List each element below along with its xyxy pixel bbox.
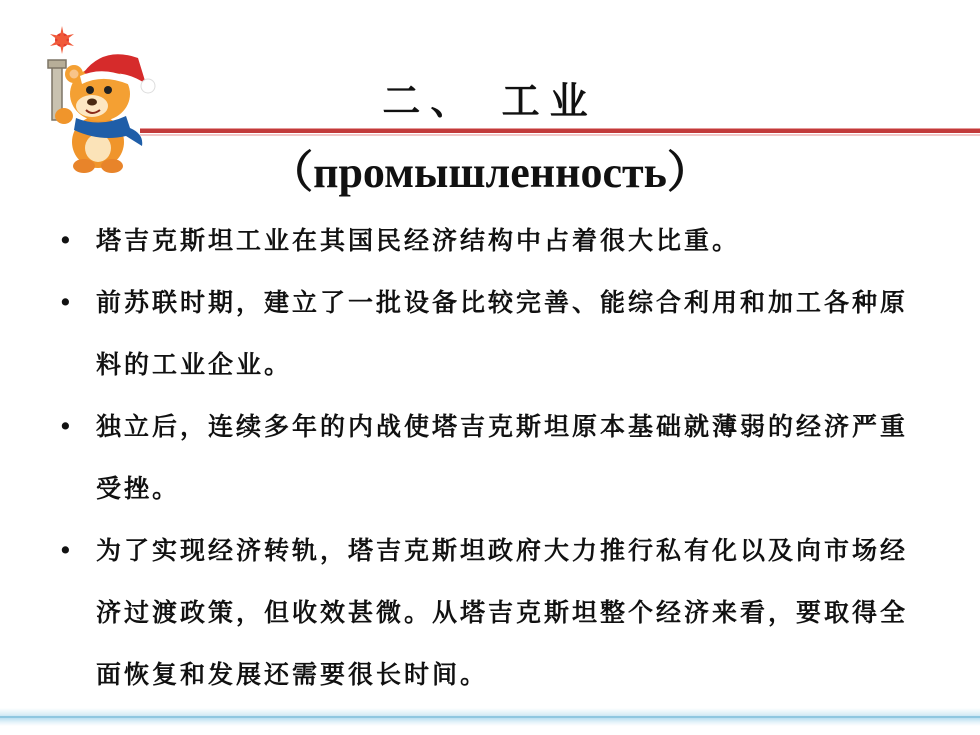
bullet-item: • 独立后，连续多年的内战使塔吉克斯坦原本基础就薄弱的经济严重受挫。 [56, 396, 928, 520]
spark-icon [50, 26, 74, 54]
bullet-item: • 塔吉克斯坦工业在其国民经济结构中占着很大比重。 [56, 210, 928, 272]
bullet-item: • 前苏联时期，建立了一批设备比较完善、能综合利用和加工各种原料的工业企业。 [56, 272, 928, 396]
bullet-item: • 为了实现经济转轨，塔吉克斯坦政府大力推行私有化以及向市场经济过渡政策，但收效甚微。从塔吉克斯坦整个经济来看，要取得全面恢复和发展还需要很长时间。 [56, 520, 928, 706]
footer-rule [0, 716, 980, 718]
header-rule [140, 128, 980, 133]
bullet-list [56, 210, 928, 706]
slide-title: 二、 工业 [382, 79, 598, 123]
slide-subtitle: （промышленность） [269, 148, 711, 197]
